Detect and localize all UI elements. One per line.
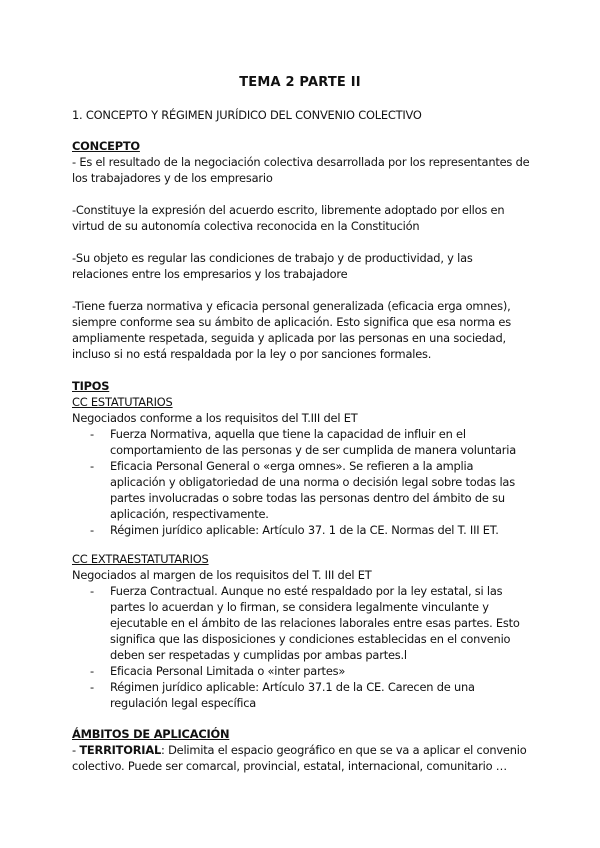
territorial-label: TERRITORIAL	[79, 743, 162, 757]
extraestatutarios-section	[72, 551, 532, 711]
tipos-section	[72, 378, 532, 538]
extraestatutarios-intro: Negociados al margen de los requisitos del T. III del ET	[72, 568, 372, 582]
section-heading: 1. CONCEPTO Y RÉGIMEN JURÍDICO DEL CONVENIO COLECTIVO	[72, 108, 422, 122]
territorial-prefix: -	[72, 743, 80, 757]
list-item: - Régimen jurídico aplicable: Artículo 37. 1 de la CE. Normas del T. III ET.	[72, 522, 532, 538]
list-item: - Fuerza Contractual. Aunque no esté respaldado por la ley estatal, si las partes lo acuerdan y lo firman, se considera legalmente vinculante y ejecutable en el ámbito de las relaciones laborales entre esas partes. Esto significa que las disposiciones y condiciones establecidas en el convenio deben ser respetadas y cumplidas por ambas partes.l	[72, 583, 532, 663]
list-item: - Régimen jurídico aplicable: Artículo 37.1 de la CE. Carecen de una regulación legal específica	[72, 679, 532, 711]
list-item: - Fuerza Normativa, aquella que tiene la capacidad de influir en el comportamiento de las personas y de ser cumplida de manera voluntaria	[72, 426, 532, 458]
page-title: TEMA 2 PARTE II	[239, 75, 361, 90]
extraestatutarios-list	[72, 583, 532, 711]
estatutarios-list	[72, 426, 532, 538]
concepto-paragraph: -Constituye la expresión del acuerdo escrito, libremente adoptado por ellos en virtud de su autonomía colectiva reconocida en la Constitución	[72, 203, 505, 233]
estatutarios-intro: Negociados conforme a los requisitos del T.III del ET	[72, 411, 358, 425]
concepto-paragraph: -Tiene fuerza normativa y eficacia personal generalizada (eficacia erga omnes), siempre conforme sea su ámbito de aplicación. Esto significa que esa norma es ampliamente respetada, seguida y aplicada por las personas en una sociedad, incluso si no está respaldada por la ley o por sanciones formales.	[72, 299, 511, 361]
territorial-text: : Delimita el espacio geográfico en que se va a aplicar el convenio colectivo. Puede ser comarcal, provincial, estatal, internacional, comunitario …	[72, 743, 527, 773]
ambitos-heading: ÁMBITOS DE APLICACIÓN	[72, 727, 230, 741]
extraestatutarios-title: CC EXTRAESTATUTARIOS	[72, 552, 209, 566]
concepto-section	[72, 138, 532, 362]
ambitos-section	[72, 726, 532, 774]
concepto-paragraph: - Es el resultado de la negociación colectiva desarrollada por los representantes de los trabajadores y de los empresario	[72, 155, 530, 185]
tipos-heading: TIPOS	[72, 379, 110, 393]
estatutarios-title: CC ESTATUTARIOS	[72, 395, 173, 409]
list-item: - Eficacia Personal Limitada o «inter partes»	[72, 663, 532, 679]
concepto-paragraph: -Su objeto es regular las condiciones de trabajo y de productividad, y las relaciones entre los empresarios y los trabajadore	[72, 251, 473, 281]
ambitos-territorial-paragraph	[72, 742, 532, 774]
concepto-heading: CONCEPTO	[72, 139, 140, 153]
list-item: - Eficacia Personal General o «erga omnes». Se refieren a la amplia aplicación y obligatoriedad de una norma o decisión legal sobre todas las partes involucradas o sobre todas las personas dentro del ámbito de su aplicación, respectivamente.	[72, 458, 532, 522]
